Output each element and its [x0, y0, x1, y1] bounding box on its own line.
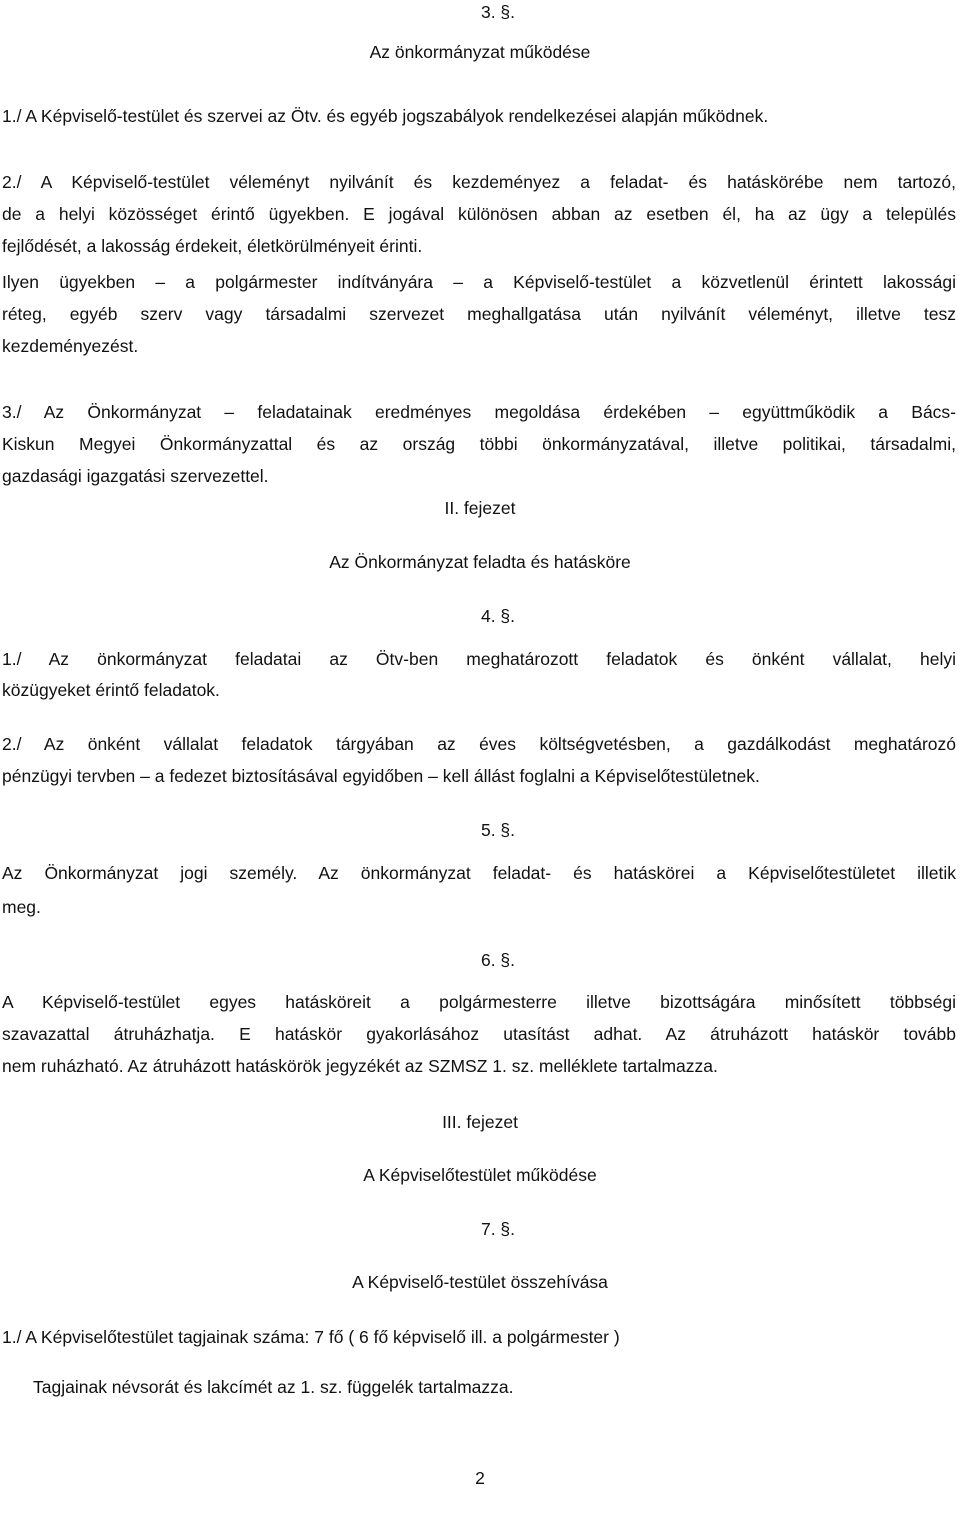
paragraph-3-2-line-1: 2./ A Képviselő-testület véleményt nyilvánít és kezdeményez a feladat- és hatáskörébe nem tartozó, [2, 172, 956, 192]
page-number: 2 [475, 1468, 485, 1488]
paragraph-5-line-1: Az Önkormányzat jogi személy. Az önkormányzat feladat- és hatáskörei a Képviselőtestületet illetik [2, 863, 956, 883]
section-4-number: 4. §. [480, 606, 516, 626]
paragraph-6-line-2: szavazattal átruházhatja. E hatáskör gyakorlásához utasítást adhat. Az átruházott hatáskör tovább [2, 1024, 956, 1044]
section-5-number: 5. §. [480, 820, 516, 840]
paragraph-3-2-line-2: de a helyi közösséget érintő ügyekben. E jogával különösen abban az esetben él, ha az ügy a település [2, 204, 956, 224]
paragraph-3-1: 1./ A Képviselő-testület és szervei az Ötv. és egyéb jogszabályok rendelkezései alapján működnek. [2, 106, 769, 126]
chapter-2-heading: II. fejezet [444, 498, 516, 518]
paragraph-3-3-line-2: Kiskun Megyei Önkormányzattal és az ország többi önkormányzatával, illetve politikai, társadalmi, [2, 434, 956, 454]
section-6-number: 6. §. [480, 950, 516, 970]
paragraph-4-1-line-1: 1./ Az önkormányzat feladatai az Ötv-ben meghatározott feladatok és önként vállalat, helyi [2, 649, 956, 669]
paragraph-3-2-line-6: kezdeményezést. [2, 336, 139, 356]
paragraph-6-line-3: nem ruházható. Az átruházott hatáskörök jegyzékét az SZMSZ 1. sz. melléklete tartalmazza. [2, 1056, 718, 1076]
paragraph-4-2-line-1: 2./ Az önként vállalat feladatok tárgyában az éves költségvetésben, a gazdálkodást meghatározó [2, 734, 956, 754]
section-3-title: Az önkormányzat működése [369, 42, 591, 62]
paragraph-3-2-line-4: Ilyen ügyekben – a polgármester indítványára – a Képviselő-testület a közvetlenül érintett lakossági [2, 272, 956, 292]
section-7-number: 7. §. [480, 1219, 516, 1239]
paragraph-3-2-line-5: réteg, egyéb szerv vagy társadalmi szervezet meghallgatása után nyilvánít véleményt, illetve tesz [2, 304, 956, 324]
chapter-2-title: Az Önkormányzat feladta és hatásköre [329, 552, 631, 572]
section-7-title: A Képviselő-testület összehívása [352, 1272, 608, 1292]
paragraph-5-line-2: meg. [2, 897, 41, 917]
paragraph-4-2-line-2: pénzügyi tervben – a fedezet biztosításával egyidőben – kell állást foglalni a Képviselőtestületnek. [2, 766, 760, 786]
paragraph-4-1-line-2: közügyeket érintő feladatok. [2, 680, 220, 700]
section-3-number: 3. §. [480, 2, 516, 22]
chapter-3-heading: III. fejezet [442, 1112, 518, 1132]
paragraph-7-line-2: Tagjainak névsorát és lakcímét az 1. sz. függelék tartalmazza. [33, 1377, 514, 1397]
paragraph-3-3-line-3: gazdasági igazgatási szervezettel. [2, 466, 269, 486]
paragraph-3-3-line-1: 3./ Az Önkormányzat – feladatainak eredményes megoldása érdekében – együttműködik a Bács- [2, 402, 956, 422]
paragraph-7-line-1: 1./ A Képviselőtestület tagjainak száma: 7 fő ( 6 fő képviselő ill. a polgármester ) [2, 1327, 620, 1347]
paragraph-6-line-1: A Képviselő-testület egyes hatásköreit a polgármesterre illetve bizottságára minősített többségi [2, 992, 956, 1012]
chapter-3-title: A Képviselőtestület működése [363, 1165, 597, 1185]
paragraph-3-2-line-3: fejlődését, a lakosság érdekeit, életkörülményeit érinti. [2, 236, 423, 256]
